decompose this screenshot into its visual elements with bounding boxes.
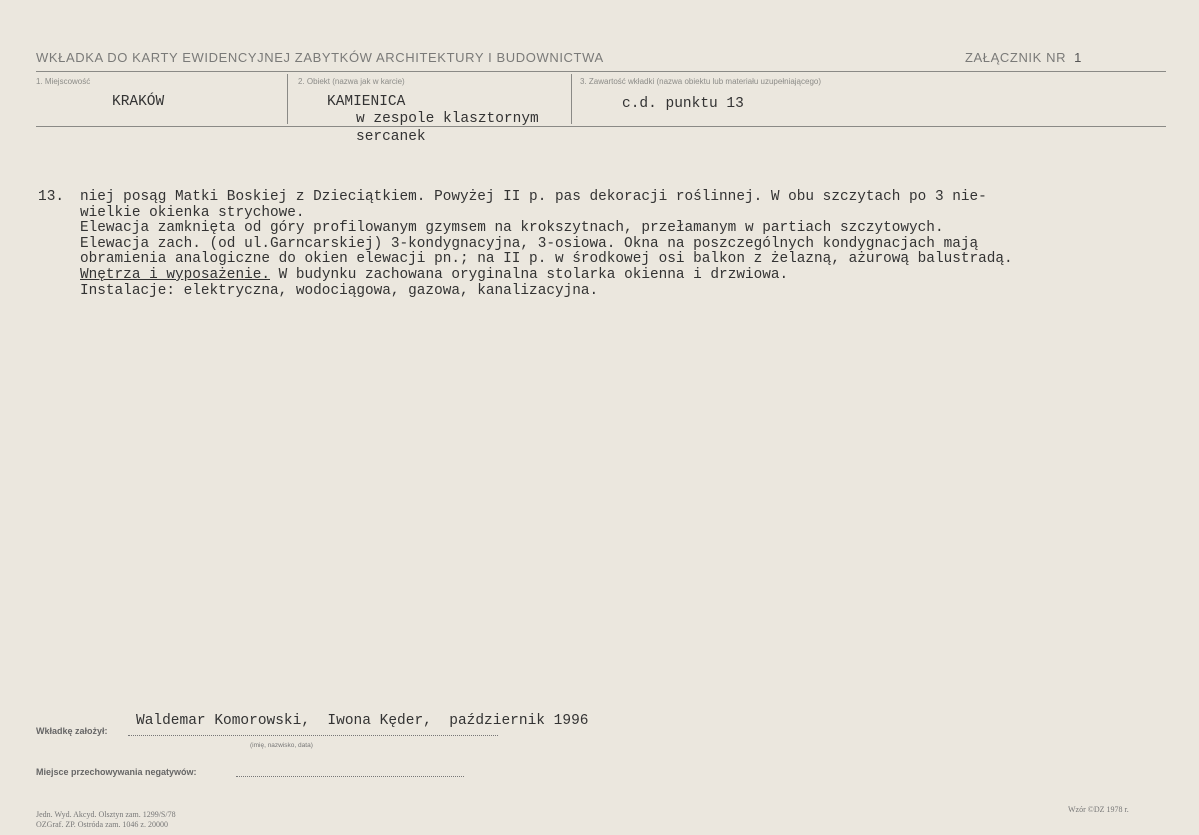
content-value: c.d. punktu 13 [622,96,744,112]
object-line-1: KAMIENICA [327,94,406,110]
negatives-label: Miejsce przechowywania negatywów: [36,767,197,777]
description-line-1: niej posąg Matki Boskiej z Dzieciątkiem. Powyżej II p. pas dekoracji roślinnej. W obu szczytach po 3 nie- [80,189,987,205]
print-info-2: OZGraf. ZP. Ostróda zam. 1046 z. 20000 [36,820,168,829]
annex-number: 1 [1074,50,1082,65]
locality-label: 1. Miejscowość [36,77,91,86]
print-info-1: Jedn. Wyd. Akcyd. Olsztyn zam. 1299/S/78 [36,810,176,819]
negatives-line [236,776,464,777]
prepared-by-label: Wkładkę założył: [36,726,108,736]
prepared-by-line [128,735,498,736]
description-lines [80,190,1013,299]
prepared-by-value: Waldemar Komorowski, Iwona Kęder, październik 1996 [136,713,589,729]
annex-label [965,50,1082,65]
description-line-3: Elewacja zamknięta od góry profilowanym gzymsem na krokszytnach, przełamanym w partiach szczytowych. [80,220,944,237]
header-rule-top [36,71,1166,72]
installations-line: Instalacje: elektryczna, wodociągowa, gazowa, kanalizacyjna. [80,282,599,299]
field-divider-2 [571,74,572,124]
name-hint: (imię, nazwisko, data) [250,742,313,749]
description-line-5: obramienia analogiczne do okien elewacji pn.; na II p. w środkowej osi balkon z żelazną, ażurową balustradą. [80,251,1013,268]
object-line-2: w zespole klasztornym [356,111,539,127]
interiors-line [80,268,1013,284]
object-line-3: sercanek [356,129,426,145]
object-label: 2. Obiekt (nazwa jak w karcie) [298,77,405,86]
locality-value: KRAKÓW [112,94,165,110]
model-info: Wzór ©DZ 1978 r. [1068,805,1129,814]
item-number: 13. [38,189,65,205]
field-divider-1 [287,74,288,124]
description-line-4: Elewacja zach. (od ul.Garncarskiej) 3-kondygnacyjna, 3-osiowa. Okna na poszczególnych kondygnacjach mają [80,235,979,252]
content-label: 3. Zawartość wkładki (nazwa obiektu lub materiału uzupełniającego) [580,77,822,86]
form-title: WKŁADKA DO KARTY EWIDENCYJNEJ ZABYTKÓW ARCHITEKTURY I BUDOWNICTWA [36,50,604,65]
interiors-heading: Wnętrza i wyposażenie. [80,266,270,283]
header-rule-bottom [36,126,1166,127]
interiors-text: W budynku zachowana oryginalna stolarka okienna i drzwiowa. [270,266,789,283]
annex-label-text: ZAŁĄCZNIK NR [965,50,1067,65]
description-line-2: wielkie okienka strychowe. [80,204,305,221]
